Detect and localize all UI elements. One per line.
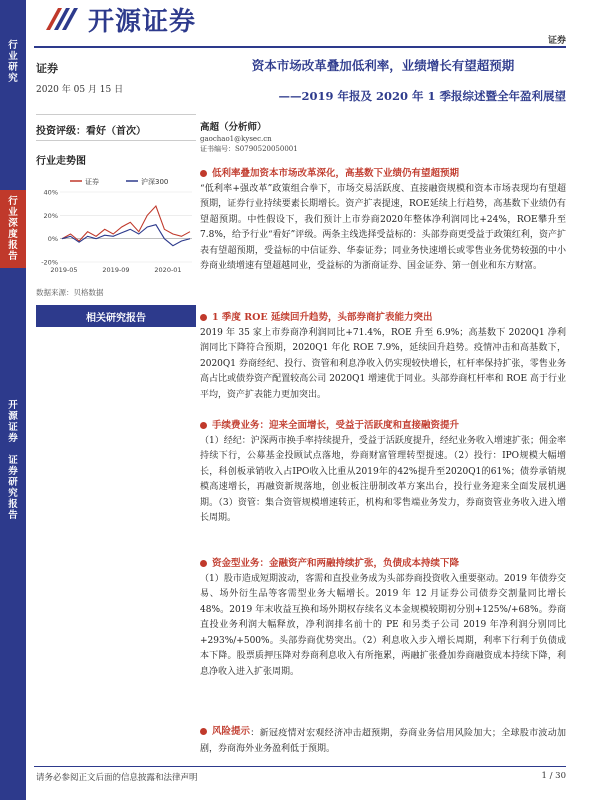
section-outlook bbox=[200, 166, 566, 275]
logo-text: 开源证券 bbox=[88, 6, 197, 37]
series-line bbox=[62, 225, 190, 246]
section-body: ：新冠疫情对宏观经济冲击超预期，券商业务信用风险加大；全球股市波动加剧，券商海外业务盈利低于预期。 bbox=[200, 728, 566, 754]
header-divider bbox=[34, 46, 566, 48]
brand-logo bbox=[44, 0, 196, 38]
legend-label: 证券 bbox=[85, 178, 99, 186]
side-label-deep-report: 行 业 深 度 报 告 bbox=[0, 190, 26, 268]
y-tick-label: 0% bbox=[47, 235, 58, 244]
section-body: （1）股市造成短期波动，客需和直投业务成为头部券商投资收入重要驱动。2019 年债券交易、场外衍生品等客需型业务大幅增长。2019 年 12 月证券公司债券交割量同比增长 48%。2019 年末收益互换和场外期权存续名义本金规模较期初分别+125%/+68%。券商直投业务利润大幅释放，净利润排名前十的 PE 和另类子公司 2019 年净利润分别同比+293%/+500%。头部券商优势突出。（2）利息收入步入增长周期，利率下行利于负债成本下降。股票质押压降对券商利息收入有所拖累，两融扩张叠加券商融资成本持续下降，利息净收入进入扩张周期。 bbox=[200, 573, 566, 677]
bullet-icon bbox=[200, 170, 207, 177]
side-label-kysec-report: 开 源 证 券 证 券 研 究 报 告 bbox=[8, 400, 18, 521]
series-line bbox=[62, 206, 190, 241]
analyst-info bbox=[200, 122, 298, 154]
section-roe bbox=[200, 310, 566, 403]
industry-trend-chart bbox=[36, 174, 196, 284]
analyst-cert: 证书编号：S0790520050001 bbox=[200, 145, 298, 153]
section-heading: 低利率叠加资本市场改革深化，高基数下业绩仍有望超预期 bbox=[212, 168, 460, 179]
trend-chart-title: 行业走势图 bbox=[36, 156, 86, 167]
section-heading: 风险提示 bbox=[212, 726, 251, 737]
left-divider bbox=[36, 114, 196, 115]
analyst-name: 高超（分析师） bbox=[200, 122, 267, 133]
section-heading: 资金型业务：金融资产和两融持续扩张，负债成本持续下降 bbox=[212, 558, 460, 569]
y-tick-label: -20% bbox=[41, 258, 58, 267]
investment-rating: 投资评级：看好（首次） bbox=[36, 126, 146, 137]
x-tick-label: 2019-05 bbox=[50, 266, 78, 274]
y-tick-label: 40% bbox=[43, 188, 58, 197]
footer-disclaimer[interactable]: 请务必参阅正文后面的信息披露和法律声明 bbox=[36, 773, 198, 783]
side-label-industry-research: 行 业 研 究 bbox=[8, 40, 18, 84]
section-body: （1）经纪：沪深两市换手率持续提升，受益于活跃度提升，经纪业务收入增速扩张；佣金率持续下行，公募基金投顾试点落地，券商财富管理转型提速。（2）投行：IPO规模大幅增长，科创板承销收入占IPO收入比重从2019年的42%提升至2020Q1的61%；债券承销规模高速增长，再融资新规落地，创业板注册制改革方案出台，投行业务迎来全面发展机遇期。（3）资管：集合资管规模增速转正，机构和零售端业务发力，券商资管业务收入进入增长周期。 bbox=[200, 435, 566, 523]
page-number: 1 / 30 bbox=[541, 771, 566, 781]
bullet-icon bbox=[200, 314, 207, 321]
section-body: “低利率+强改革”政策组合拳下，市场交易活跃度、直接融资规模和资本市场表现均有望超预期，证券行业持续要素长期增长。资产扩表提速，ROE延续上行趋势，高基数下业绩仍有望超预期。中性假设下，我们预计上市券商2020年整体净利润同比+24%，ROE攀升至7.8%，给予行业“看好”评级。两条主线选择受益标的：头部券商更受益于政策红利，资产扩表有望超预期，受益标的中信证券、华泰证券；同业务快速增长或零售业务优势较强的中小券商业绩增速有望超越同业，受益标的为浙商证券、国金证券、第一创业和东方财富。 bbox=[200, 183, 566, 271]
section-risk bbox=[200, 724, 566, 757]
y-tick-label: 20% bbox=[43, 211, 58, 220]
section-capital-business bbox=[200, 556, 566, 680]
x-tick-label: 2020-01 bbox=[154, 266, 182, 274]
analyst-email[interactable]: gaochao1@kysec.cn bbox=[200, 135, 272, 143]
report-date: 2020 年 05 月 15 日 bbox=[36, 85, 124, 95]
section-body: 2019 年 35 家上市券商净利润同比+71.4%，ROE 升至 6.9%；高基数下 2020Q1 净利润同比下降符合预期，2020Q1 年化 ROE 7.9%，延续回升趋势。疫情冲击和高基数下，2020Q1 券商经纪、投行、资管和利息净收入仍实现较快增长，杠杆率保持扩张，零售业务高占比或债券资产配置较高公司 2020Q1 增速优于同业。头部券商杠杆率和 ROE 高于行业平均，资产扩表能力更加突出。 bbox=[200, 327, 566, 400]
category-tag: 证券 bbox=[547, 36, 566, 46]
sector-label: 证券 bbox=[36, 62, 58, 75]
left-divider-2 bbox=[36, 140, 196, 141]
report-subtitle: ——2019 年报及 2020 年 1 季报综述暨全年盈利展望 bbox=[278, 89, 566, 103]
bullet-icon bbox=[200, 560, 207, 567]
related-reports-button[interactable]: 相关研究报告 bbox=[36, 305, 196, 327]
report-title: 资本市场改革叠加低利率，业绩增长有望超预期 bbox=[251, 58, 515, 73]
bullet-icon bbox=[200, 422, 207, 429]
x-tick-label: 2019-09 bbox=[102, 266, 130, 274]
footer-divider bbox=[34, 766, 566, 767]
legend-label: 沪深300 bbox=[141, 178, 169, 186]
section-heading: 手续费业务：迎来全面增长，受益于活跃度和直接融资提升 bbox=[212, 420, 460, 431]
logo-mark-icon bbox=[44, 4, 82, 34]
bullet-icon bbox=[200, 728, 207, 735]
section-fee-business bbox=[200, 418, 566, 527]
section-heading: 1 季度 ROE 延续回升趋势，头部券商扩表能力突出 bbox=[212, 312, 433, 323]
data-source: 数据来源：贝格数据 bbox=[36, 288, 104, 297]
